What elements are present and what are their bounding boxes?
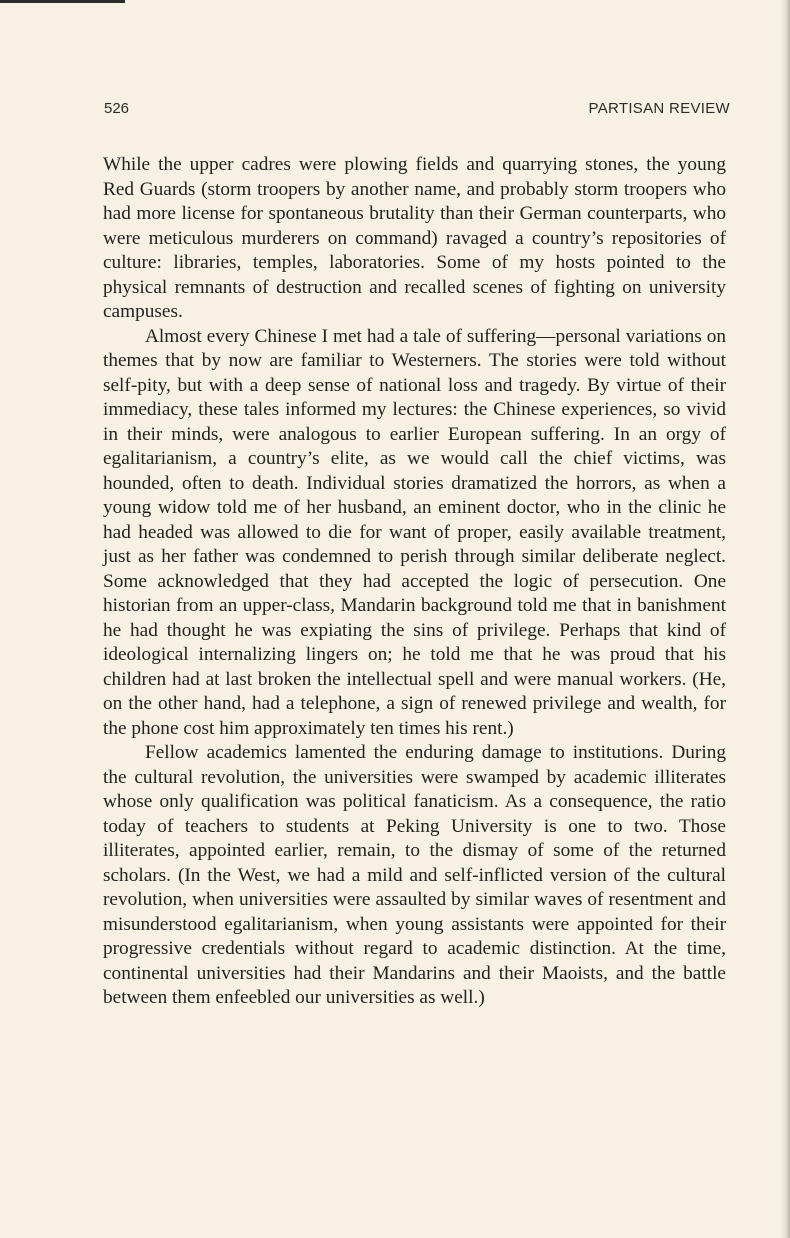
article-body bbox=[103, 153, 726, 1011]
running-head bbox=[104, 100, 730, 120]
paragraph-3: Fellow academics lamented the enduring damage to institutions. During the cultural revolution, the universities were swamped by academic illiterates whose only qualification was political fanaticism. As a consequence, the ratio today of teachers to students at Peking University is one to two. Those illiterates, appointed earlier, remain, to the dismay of some of the returned scholars. (In the West, we had a mild and self-inflicted version of the cultural revolution, when universities were assaulted by similar waves of resentment and misunderstood egalitarianism, when young assistants were appointed for their progressive credentials without regard to academic distinction. At the time, continental universities had their Mandarins and their Maoists, and the battle between them enfeebled our universities as well.) bbox=[103, 742, 726, 1008]
scan-edge-mark bbox=[0, 0, 125, 3]
paragraph-2: Almost every Chinese I met had a tale of suffering—personal variations on themes that by now are familiar to Westerners. The stories were told without self-pity, but with a deep sense of national loss and tragedy. By virtue of their immediacy, these tales informed my lectures: the Chinese experiences, so vivid in their minds, were analogous to earlier European suffering. In an orgy of egalitarianism, a country’s elite, as we would call the chief victims, was hounded, often to death. Individual stories dramatized the horrors, as when a young widow told me of her husband, an eminent doctor, who in the clinic he had headed was allowed to die for want of proper, easily available treatment, just as her father was condemned to perish through similar deliberate neglect. Some acknowledged that they had accepted the logic of persecution. One historian from an upper-class, Mandarin background told me that in banishment he had thought he was expiating the sins of privilege. Perhaps that kind of ideological internalizing lingers on; he told me that he was proud that his children had at last broken the intellectual spell and were manual workers. (He, on the other hand, had a telephone, a sign of renewed privilege and wealth, for the phone cost him approximately ten times his rent.) bbox=[103, 325, 726, 739]
journal-title: PARTISAN REVIEW bbox=[588, 100, 730, 117]
paragraph-1: While the upper cadres were plowing fields and quarrying stones, the young Red Guards (storm troopers by another name, and probably storm troopers who had more license for spontaneous brutality than their German counterparts, who were meticulous murderers on command) ravaged a country’s repositories of culture: libraries, temples, laboratories. Some of my hosts pointed to the physical remnants of destruction and recalled scenes of fighting on university campuses. bbox=[103, 154, 726, 322]
page-number: 526 bbox=[104, 100, 130, 117]
page-edge-shadow bbox=[780, 0, 790, 1238]
